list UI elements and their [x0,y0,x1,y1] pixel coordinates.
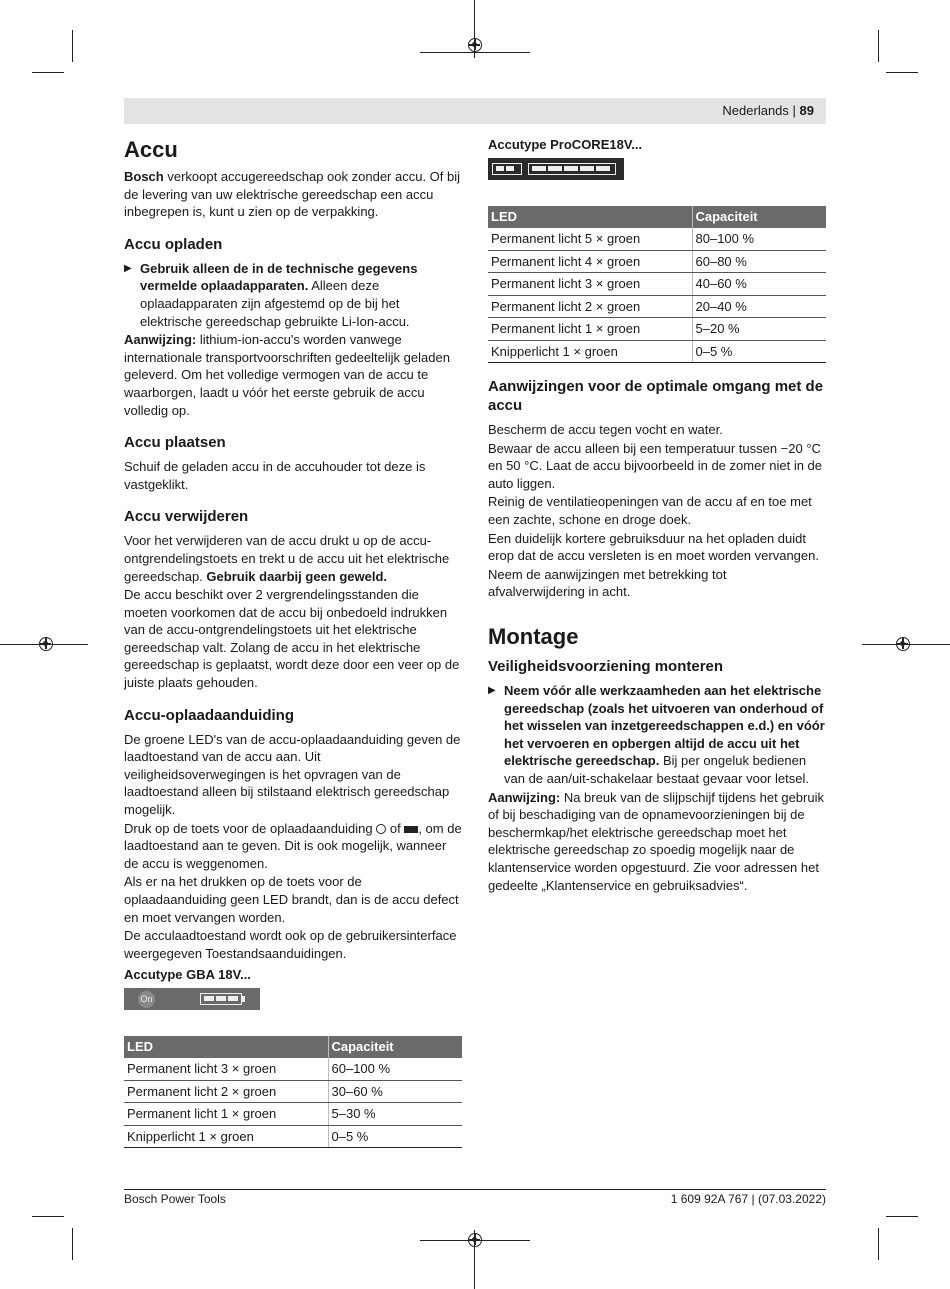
header-language: Nederlands [722,103,789,118]
indicator-paragraph-1: De groene LED's van de accu-oplaadaanduiding geven de laadtoestand van de accu aan. Uit veiligheidsoverwegingen is het opvragen van de laadtoestand alleen bij stilstaand elektrisch gereedschap mogelijk. [124,731,461,818]
table-row [124,1080,462,1103]
charging-bullet-bold: Gebruik alleen de in de technische gegevens vermelde oplaadapparaten. [140,260,418,294]
crop-mark [32,1216,64,1217]
table-row [488,340,826,363]
remove-bold: Gebruik daarbij geen geweld. [206,568,388,584]
tip-paragraph: Neem de aanwijzingen met betrekking tot afvalverwijdering in acht. [488,566,727,600]
page-header [124,98,826,124]
tip-paragraph: Een duidelijk kortere gebruiksduur na het opladen duidt erop dat de accu versleten is en moet worden vervangen. [488,530,819,564]
registration-mark-icon [39,637,53,651]
safety-bullet-bold: Neem vóór alle werkzaamheden aan het elektrische gereedschap (zoals het uitvoeren van onderhoud of het wisselen van inzetgereedschappen e.d.) en vóór het vervoeren en opbergen altijd de accu uit het elektrische gereedschap. [504,683,825,769]
capacity-cell: 60–100 % [328,1058,462,1081]
table-row [124,1125,462,1148]
battery-icon [492,163,522,175]
capacity-cell: 20–40 % [692,295,826,318]
battery-icon [200,993,242,1005]
indicator-text-of: of [386,820,405,836]
table-header-capacity: Capaciteit [692,206,826,228]
table-row [488,318,826,341]
capacity-cell: 0–5 % [328,1125,462,1148]
capacity-cell: 60–80 % [692,250,826,273]
indicator-text-a: Druk op de toets voor de oplaadaanduiding [124,820,377,836]
crop-mark [420,52,530,53]
note-paragraph-2 [488,789,826,895]
crop-mark [886,1216,918,1217]
heading-safety: Veiligheidsvoorziening monteren [488,658,724,676]
table-header-capacity: Capaciteit [328,1036,462,1058]
heading-tips: Aanwijzingen voor de optimale omgang met de accu [488,378,824,415]
capacity-cell: 40–60 % [692,273,826,296]
battery-level-icon [528,163,616,175]
crop-mark [878,1228,879,1260]
section-title-montage: Montage [488,624,579,650]
heading-remove: Accu verwijderen [124,508,249,526]
table-row [488,228,826,251]
table-row [488,295,826,318]
remove-text: Voor het verwijderen van de accu drukt u op de accu-ontgrendelingstoets en trekt u de accu uit het elektrische gereedschap. [124,533,450,584]
note-label: Aanwijzing: [488,789,561,805]
intro-paragraph [124,168,462,221]
led-cell: Permanent licht 3 × groen [124,1058,328,1081]
charging-bullet [124,260,462,330]
tip-paragraph: Bescherm de accu tegen vocht en water. [488,422,723,438]
crop-mark [32,72,64,73]
crop-mark [72,1228,73,1260]
indicator-paragraph-3: Als er na het drukken op de toets voor de oplaadaanduiding geen LED brandt, dan is de accu defect en moet vervangen worden. [124,874,459,925]
gba-capacity-table [124,1036,462,1149]
led-cell: Permanent licht 4 × groen [488,250,692,273]
brand-name: Bosch [124,169,164,184]
table-row [124,1103,462,1126]
section-title-accu: Accu [124,137,178,162]
heading-indicator: Accu-oplaadaanduiding [124,706,295,724]
tip-paragraph: Bewaar de accu alleen bij een temperatuur tussen −20 °C en 50 °C. Laat de accu bijvoorbeeld in de zomer niet in de auto liggen. [488,440,823,491]
table-row [124,1058,462,1081]
note-label: Aanwijzing: [124,332,197,348]
battery-icon [404,826,418,833]
footer-doc-number: 1 609 92A 767 | (07.03.2022) [670,1192,826,1206]
remove-paragraph [124,532,462,585]
table-header-led: LED [124,1036,328,1058]
indicator-paragraph-4: De acculaadtoestand wordt ook op de gebruikersinterface weergegeven Toestandsaanduidingen. [124,928,457,961]
heading-gba: Accutype GBA 18V... [124,967,251,983]
safety-bullet [488,682,826,788]
intro-text: verkoopt accugereedschap ook zonder accu. Of bij de levering van uw elektrische gereedschap een accu inbegrepen is, kunt u zien op de verpakking. [124,169,461,220]
heading-charging: Accu opladen [124,235,223,253]
led-cell: Knipperlicht 1 × groen [124,1125,328,1148]
safety-bullet-text: Bij per ongeluk bedienen van de aan/uit-schakelaar bestaat gevaar voor letsel. [504,753,809,786]
on-button-icon: On [138,991,155,1008]
crop-mark [72,30,73,62]
table-header-led: LED [488,206,692,228]
capacity-cell: 5–20 % [692,318,826,341]
header-text: Nederlands | 89 [722,103,814,118]
table-row [488,273,826,296]
led-cell: Permanent licht 2 × groen [488,295,692,318]
led-cell: Permanent licht 5 × groen [488,228,692,251]
heading-procore: Accutype ProCORE18V... [488,137,643,152]
note-text: lithium-ion-accu's worden vanwege internationale transportvoorschriften gedeeltelijk geladen geleverd. Om het volledige vermogen van de accu te waarborgen, laadt u vóór het eerste gebruik de accu volledig op. [124,332,450,418]
tip-paragraph: Reinig de ventilatieopeningen van de accu af en toe met een zachte, schone en droge doek. [488,494,812,528]
registration-mark-icon [468,38,482,52]
gba-charge-indicator [124,988,260,1010]
led-cell: Permanent licht 1 × groen [488,318,692,341]
battery-tip [242,996,245,1002]
left-column [124,136,462,1148]
charge-button-icon [376,824,386,834]
capacity-cell: 30–60 % [328,1080,462,1103]
footer-brand: Bosch Power Tools [124,1192,226,1206]
remove-text-2: De accu beschikt over 2 vergrendelingsstanden die moeten voorkomen dat de accu bij onbedoeld indrukken van de accu-ontgrendelingstoets uit het elektrische gereedschap valt. Zolang de accu in het elektrische gereedschap is geplaatst, wordt deze door een veer op de juiste plaats gehouden. [124,587,460,691]
procore-capacity-table [488,206,826,364]
capacity-cell: 0–5 % [692,340,826,363]
indicator-text-b: , om de laadtoestand aan te geven. Dit is ook mogelijk, wanneer de accu is weggenomen. [124,820,462,871]
led-cell: Permanent licht 1 × groen [124,1103,328,1126]
led-cell: Permanent licht 2 × groen [124,1080,328,1103]
note-text: Na breuk van de slijpschijf tijdens het gebruik of bij beschadiging van de opnamevoorzieningen bij de beschermkap/het elektrische gereedschap moet het elektrische gereedschap zo spoedig mogelijk naar de klantenservice worden opgestuurd. Zie voor adressen het gedeelte „Klantenservice en gebruiksadvies“. [488,789,824,893]
crop-mark [886,72,918,73]
table-row [488,250,826,273]
led-cell: Permanent licht 3 × groen [488,273,692,296]
charging-bullet-text: Alleen deze oplaadapparaten zijn afgestemd op de bij het elektrische gereedschap gebruikte Li-Ion-accu. [140,278,410,329]
capacity-cell: 80–100 % [692,228,826,251]
heading-insert: Accu plaatsen [124,434,226,452]
registration-mark-icon [896,637,910,651]
crop-mark [878,30,879,62]
right-column [488,136,826,895]
footer-rule [124,1189,826,1190]
note-paragraph [124,331,462,419]
page-number: 89 [799,103,814,118]
indicator-paragraph-2 [124,820,462,873]
capacity-cell: 5–30 % [328,1103,462,1126]
insert-text: Schuif de geladen accu in de accuhouder tot deze is vastgeklikt. [124,459,426,492]
procore-charge-indicator [488,158,624,180]
registration-mark-icon [468,1233,482,1247]
led-cell: Knipperlicht 1 × groen [488,340,692,363]
